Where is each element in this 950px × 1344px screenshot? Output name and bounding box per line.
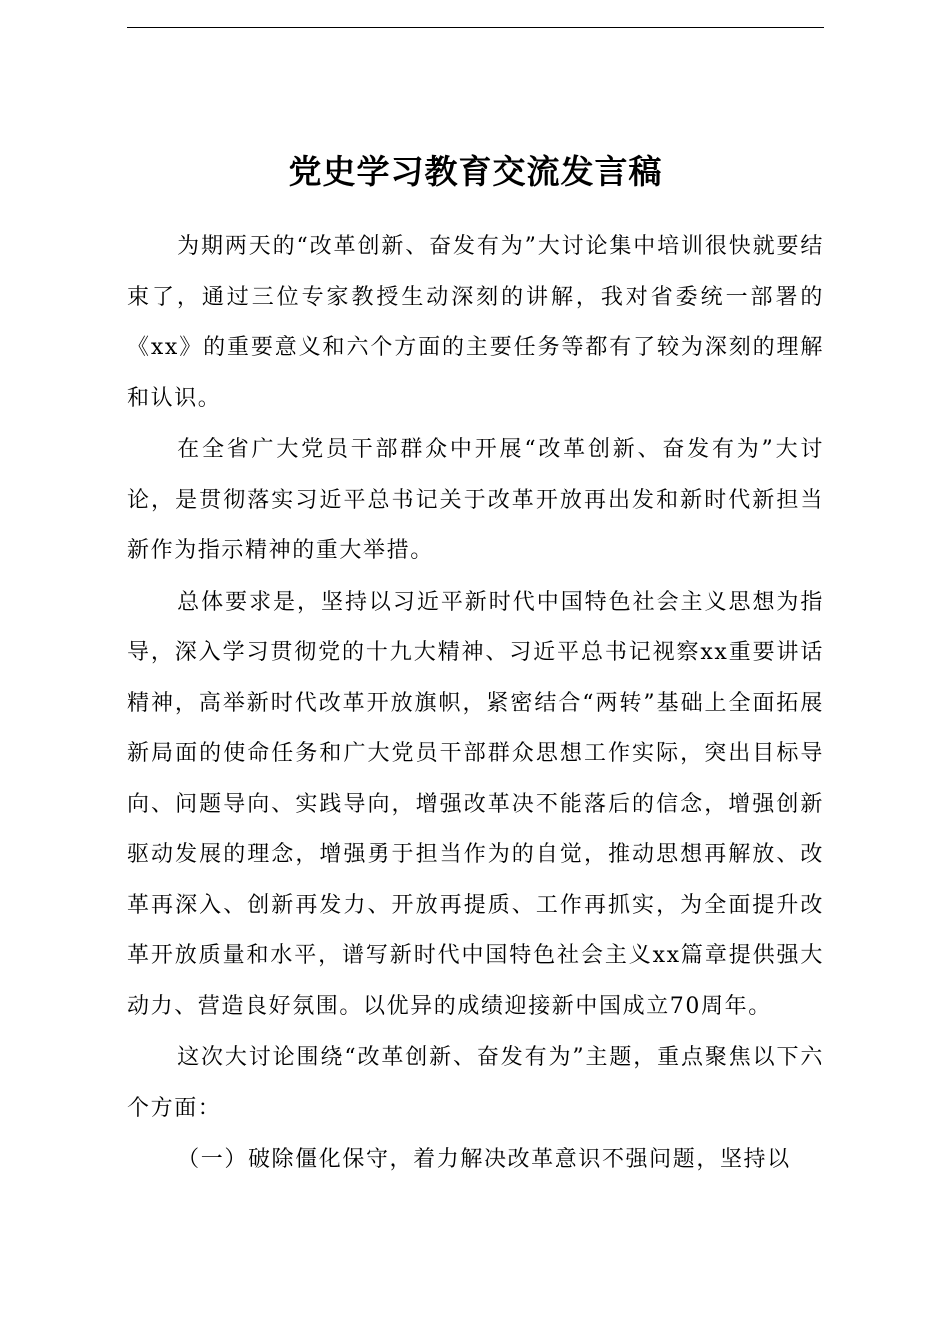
document-body bbox=[127, 222, 824, 1186]
paragraph-aspect-one: （一）破除僵化保守，着力解决改革意识不强问题，坚持以 bbox=[177, 1147, 791, 1172]
paragraph-six-aspects: 这次大讨论围绕“改革创新、奋发有为”主题，重点聚焦以下六个方面： bbox=[127, 1045, 824, 1121]
paragraph-discussion-purpose: 在全省广大党员干部群众中开展“改革创新、奋发有为”大讨论，是贯彻落实习近平总书记关于改革开放再出发和新时代新担当新作为指示精神的重大举措。 bbox=[127, 437, 824, 563]
document-title: 党史学习教育交流发言稿 bbox=[288, 152, 663, 191]
header-rule bbox=[127, 27, 824, 28]
paragraph-overall-requirements: 总体要求是，坚持以习近平新时代中国特色社会主义思想为指导，深入学习贯彻党的十九大精神、习近平总书记视察xx重要讲话精神，高举新时代改革开放旗帜，紧密结合“两转”基础上全面拓展新局面的使命任务和广大党员干部群众思想工作实际，突出目标导向、问题导向、实践导向，增强改革决不能落后的信念，增强创新驱动发展的理念，增强勇于担当作为的自觉，推动思想再解放、改革再深入、创新再发力、开放再提质、工作再抓实，为全面提升改革开放质量和水平，谱写新时代中国特色社会主义xx篇章提供强大动力、营造良好氛围。以优异的成绩迎接新中国成立70周年。 bbox=[127, 589, 824, 1019]
paragraph-intro: 为期两天的“改革创新、奋发有为”大讨论集中培训很快就要结束了，通过三位专家教授生动深刻的讲解，我对省委统一部署的《xx》的重要意义和六个方面的主要任务等都有了较为深刻的理解和认识。 bbox=[127, 234, 824, 411]
